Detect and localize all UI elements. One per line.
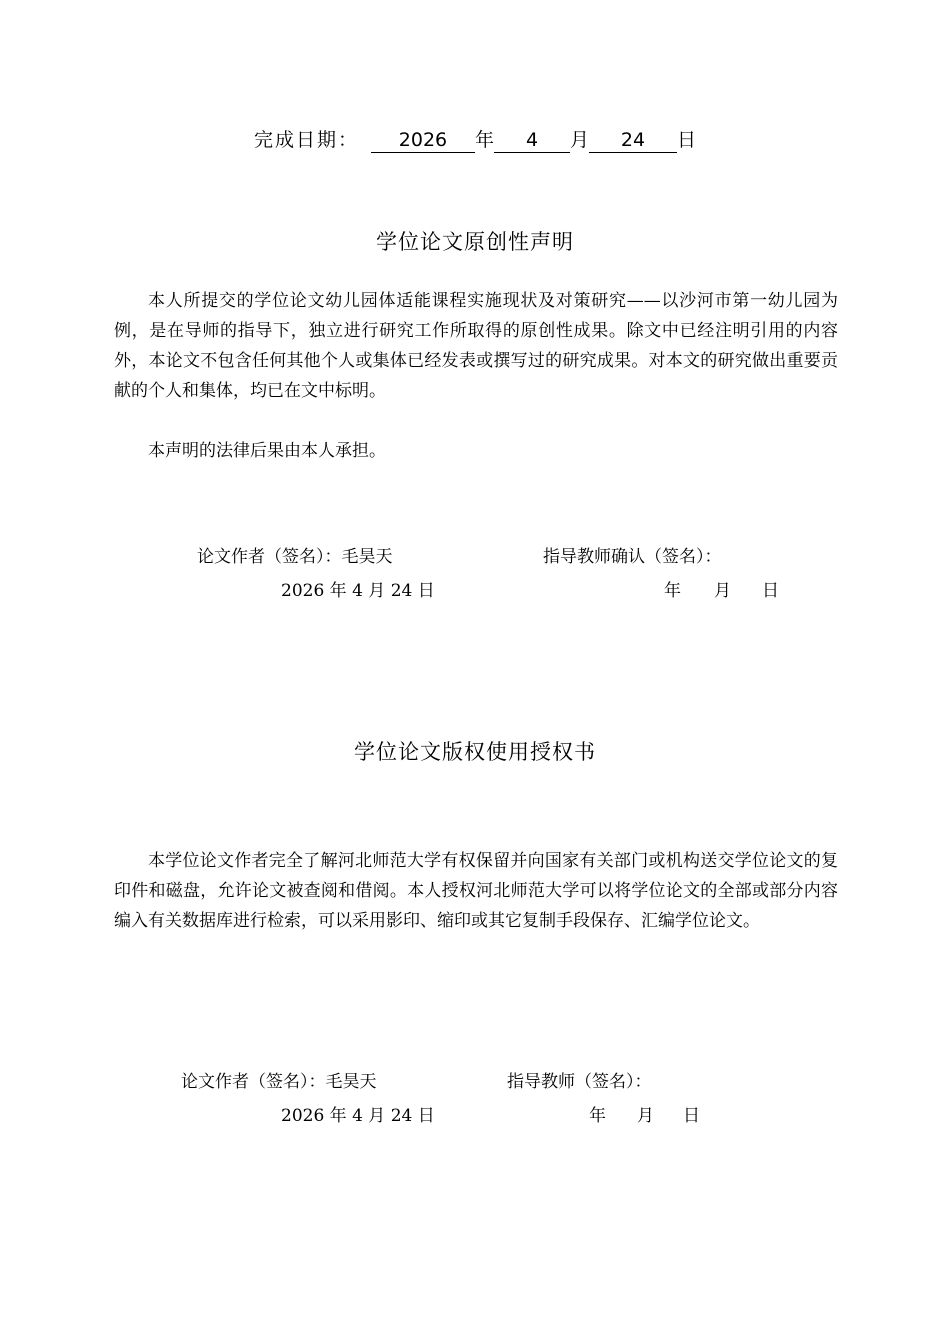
originality-author-signature: 论文作者（签名）：毛昊天 — [197, 547, 393, 567]
originality-paragraph-1: 本人所提交的学位论文幼儿园体适能课程实施现状及对策研究——以沙河市第一幼儿园为例，是在导师的指导下，独立进行研究工作所取得的原创性成果。除文中已经注明引用的内容外，本论文不包含任何其他个人或集体已经发表或撰写过的研究成果。对本文的研究做出重要贡献的个人和集体，均已在文中标明。 — [114, 291, 838, 401]
completion-date-line — [0, 124, 950, 156]
copyright-title: 学位论文版权使用授权书 — [354, 740, 596, 764]
originality-advisor-date — [664, 579, 779, 603]
originality-title: 学位论文原创性声明 — [376, 230, 574, 254]
copyright-advisor-date — [589, 1104, 700, 1128]
completion-month-value: 4 — [494, 128, 570, 153]
copyright-author-date: 2026 年 4 月 24 日 — [281, 1106, 435, 1126]
originality-author-date: 2026 年 4 月 24 日 — [281, 581, 435, 601]
copyright-advisor-day-unit: 日 — [683, 1106, 700, 1126]
copyright-advisor-year-unit: 年 — [589, 1106, 606, 1126]
originality-advisor-year-unit: 年 — [664, 581, 681, 601]
copyright-advisor-month-unit: 月 — [637, 1106, 654, 1126]
completion-year-value: 2026 — [371, 128, 475, 153]
originality-paragraph-2: 本声明的法律后果由本人承担。 — [148, 441, 386, 461]
completion-day-value: 24 — [589, 128, 677, 153]
completion-day-unit: 日 — [677, 129, 697, 151]
copyright-author-signature: 论文作者（签名）：毛昊天 — [181, 1072, 377, 1092]
originality-advisor-signature: 指导教师确认（签名）： — [543, 547, 722, 567]
completion-month-unit: 月 — [570, 129, 590, 151]
completion-year-unit: 年 — [474, 129, 494, 151]
copyright-advisor-signature: 指导教师（签名）： — [507, 1072, 652, 1092]
copyright-paragraph: 本学位论文作者完全了解河北师范大学有权保留并向国家有关部门或机构送交学位论文的复印件和磁盘，允许论文被查阅和借阅。本人授权河北师范大学可以将学位论文的全部或部分内容编入有关数据库进行检索，可以采用影印、缩印或其它复制手段保存、汇编学位论文。 — [114, 851, 838, 931]
originality-advisor-month-unit: 月 — [714, 581, 731, 601]
originality-advisor-day-unit: 日 — [762, 581, 779, 601]
completion-date-label: 完成日期： — [253, 129, 359, 151]
